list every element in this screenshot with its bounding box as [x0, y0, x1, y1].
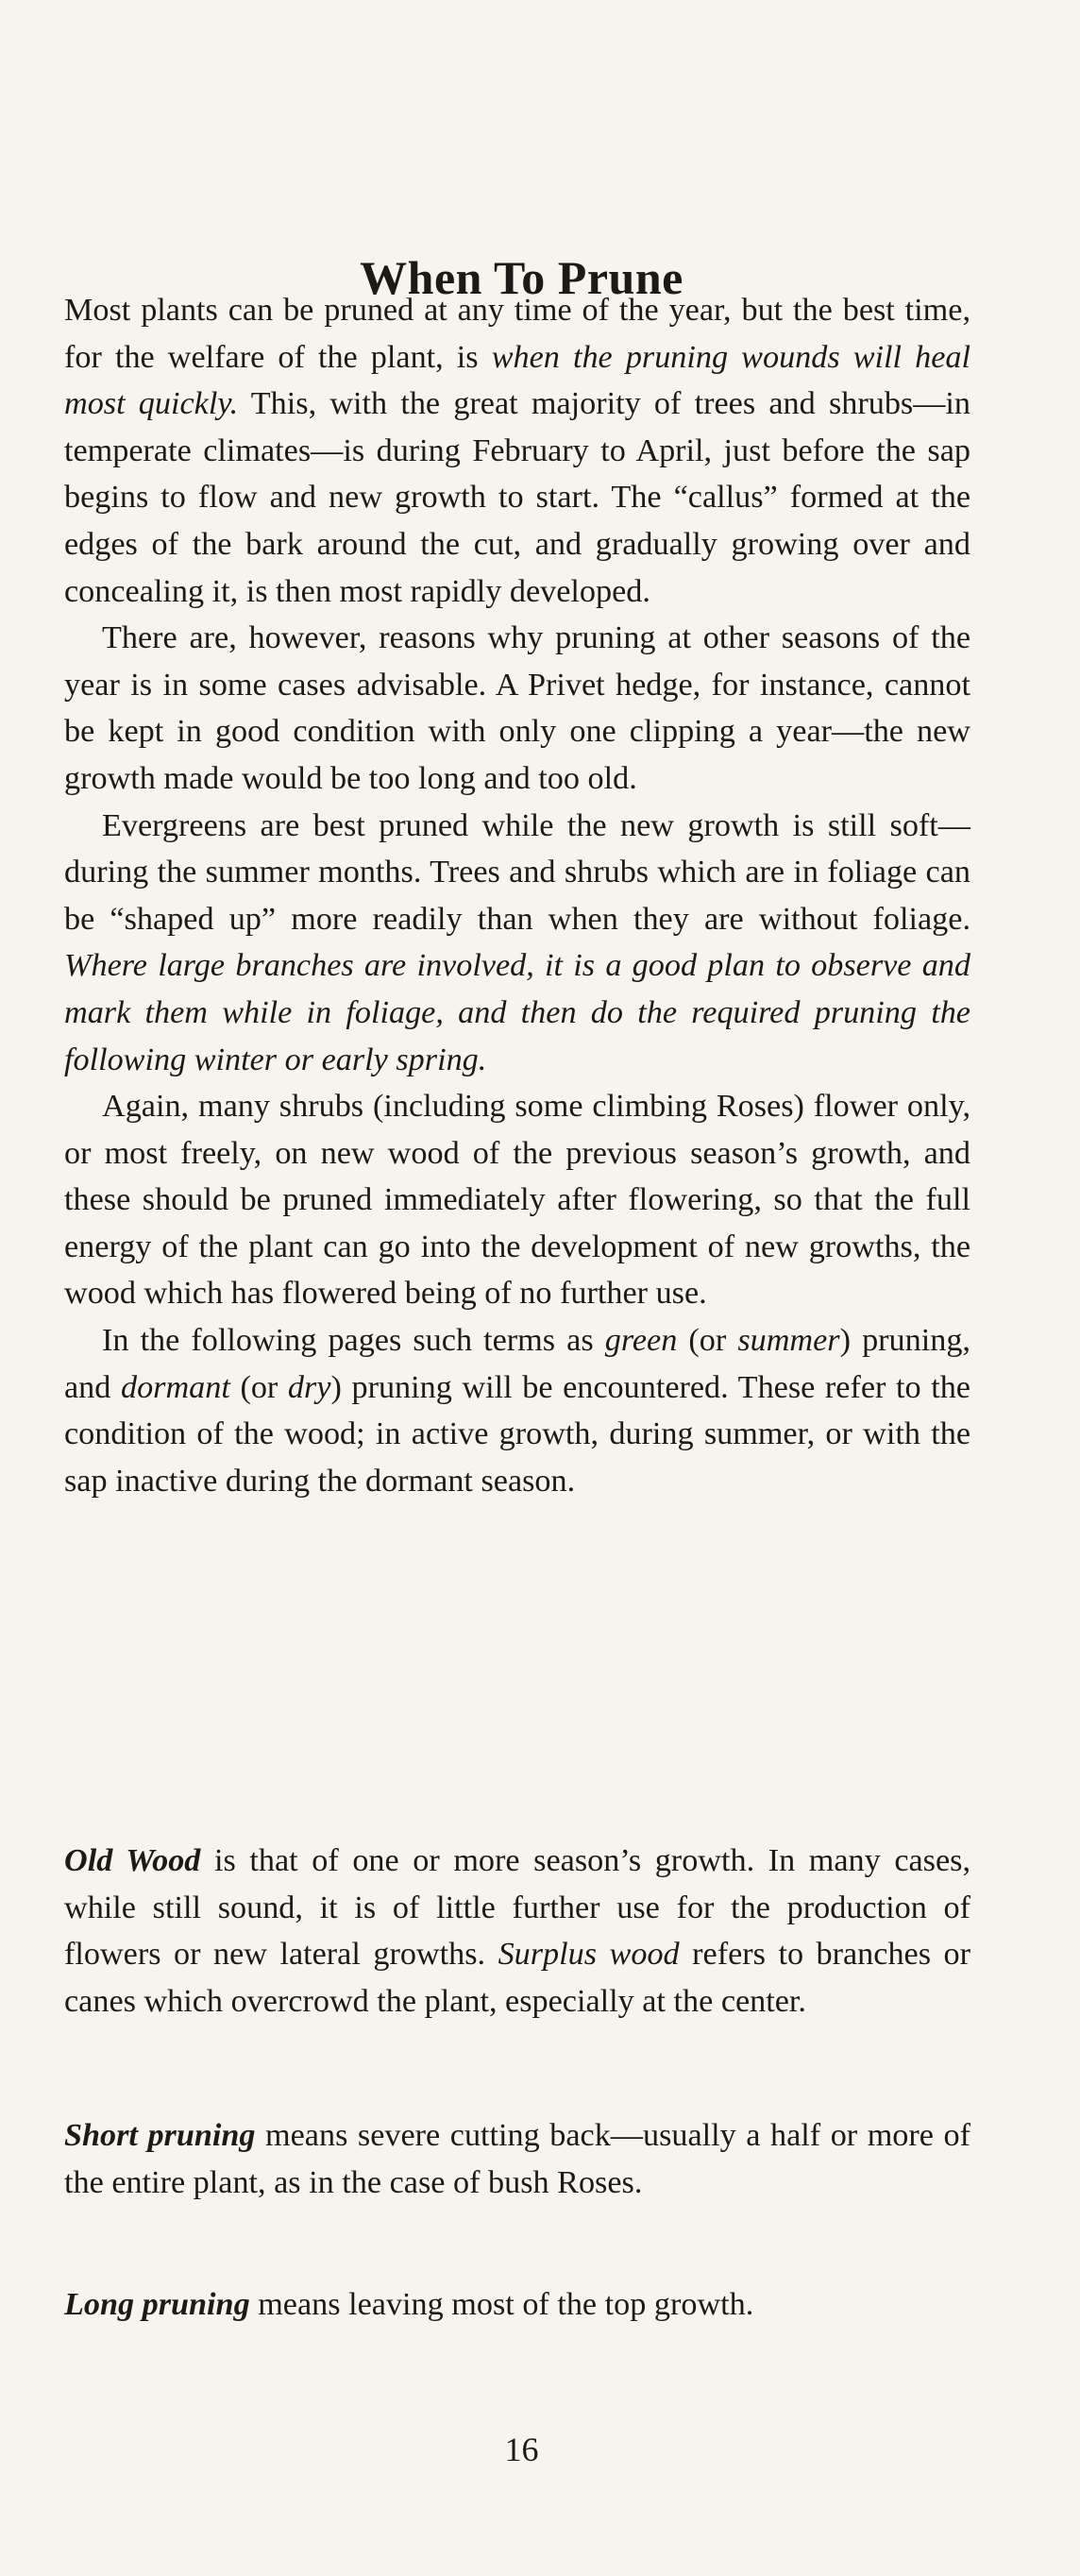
definition-text: means leaving most of the top growth. [249, 2287, 754, 2322]
paragraph-text: Evergreens are best pruned while the new growth is still soft—during the summer months. Trees and shrubs which are in foliage can be “shaped up” more readily than when they are without foliage. [64, 807, 970, 937]
italic-phrase: Where large branches are involved, it is a good plan to observe and mark them while in foliage, and then do the required pruning the following winter or early spring. [64, 948, 970, 1077]
paragraph-text: (or [677, 1323, 738, 1359]
paragraph-flowering-shrubs [64, 1083, 970, 1317]
italic-term: dry [287, 1369, 331, 1405]
paragraph-text: ) pruning will be encountered. These refer to the condition of the wood; in active growth, during summer, or with the sap inactive during the dormant season. [64, 1369, 970, 1499]
definition-term: Old Wood [64, 1843, 201, 1878]
italic-term: summer [737, 1323, 840, 1359]
italic-term: green [604, 1323, 678, 1359]
paragraph-terms [64, 1317, 970, 1504]
main-text [64, 287, 970, 1504]
definition-long-pruning [64, 2281, 970, 2329]
paragraph-other-seasons [64, 615, 970, 802]
paragraph-text: Most plants can be pruned at any time of the year, but the best time, for the welfare of the plant, is [64, 293, 970, 375]
paragraph-text: Again, many shrubs (including some climbing Roses) flower only, or most freely, on new wood of the previous season’s growth, and these should be pruned immediately after flowering, so that the full energy of the plant can go into the development of new growths, the wood which has flowered being of no further use. [64, 1089, 970, 1312]
paragraph-text: In the following pages such terms as [102, 1323, 605, 1359]
paragraph-best-time [64, 287, 970, 615]
page-title: When To Prune [360, 250, 683, 304]
definition-term: Long pruning [64, 2287, 250, 2322]
italic-term: dormant [120, 1369, 230, 1405]
paragraph-text: There are, however, reasons why pruning at other seasons of the year is in some cases advisable. A Privet hedge, for instance, cannot be kept in good condition with only one clipping a year—the new growth made would be too long and too old. [64, 620, 970, 796]
definition-text: is that of one or more season’s growth. In many cases, while still sound, it is of little further use for the production of flowers or new lateral growths. [64, 1843, 970, 1973]
definition-text: means severe cutting back—usually a half or more of the entire plant, as in the case of bush Roses. [64, 2118, 970, 2200]
page-number: 16 [504, 2431, 539, 2468]
paragraph-text: This, with the great majority of trees and shrubs—in temperate climates—is during February to April, just before the sap begins to flow and new growth to start. The “callus” formed at the edges of the bark around the cut, and gradually growing over and concealing it, is then most rapidly developed. [64, 386, 971, 609]
italic-phrase: when the pruning wounds will heal most quickly. [64, 339, 971, 422]
paragraph-evergreens [64, 803, 970, 1084]
definition-paragraph [64, 1838, 970, 2025]
definition-old-wood [64, 1838, 970, 2025]
definition-paragraph [64, 2281, 970, 2329]
italic-term: Surplus wood [498, 1937, 680, 1973]
paragraph-text: (or [229, 1369, 288, 1405]
definition-short-pruning [64, 2112, 970, 2206]
definition-term: Short pruning [64, 2118, 256, 2153]
paragraph-text: ) pruning, and [64, 1323, 970, 1405]
definition-paragraph [64, 2112, 970, 2206]
definition-text: refers to branches or canes which overcrowd the plant, especially at the center. [64, 1937, 970, 2019]
